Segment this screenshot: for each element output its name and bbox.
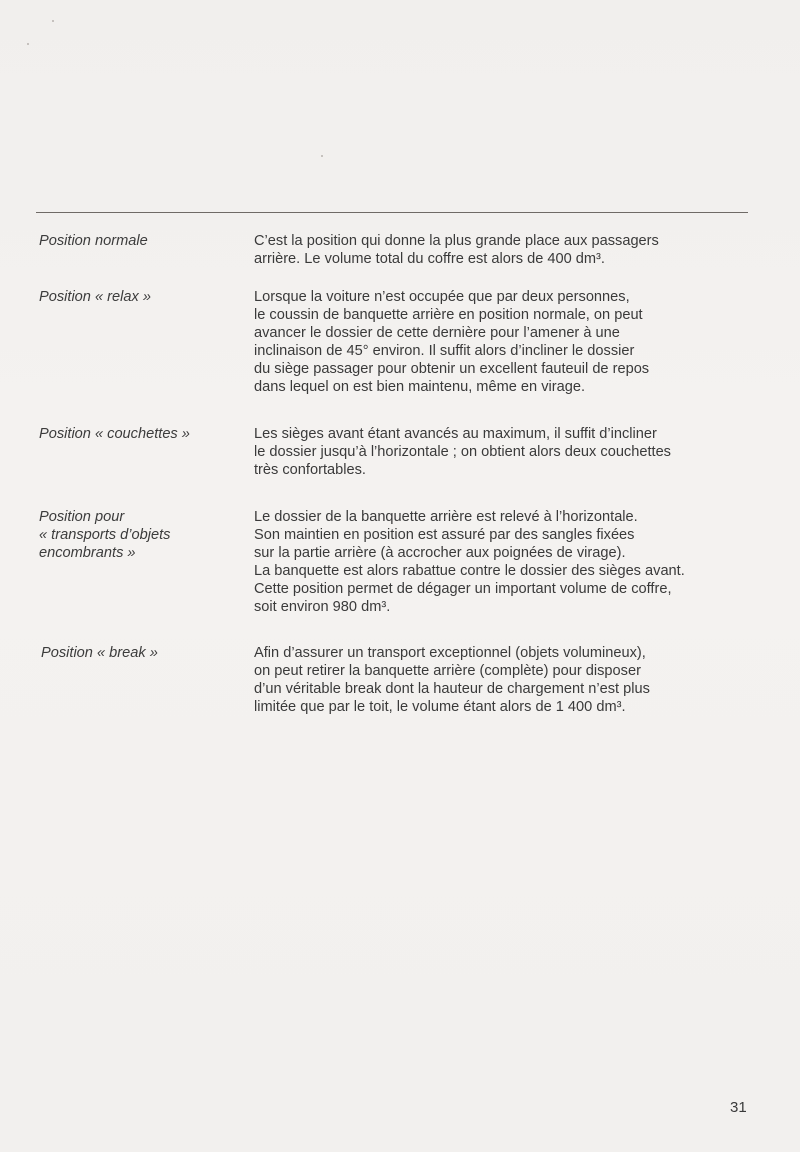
- label-line: « transports d’objets: [39, 527, 171, 543]
- label-line: Position « couchettes »: [39, 426, 190, 442]
- text-line: du siège passager pour obtenir un excellent fauteuil de repos: [254, 361, 650, 377]
- text-line: Son maintien en position est assuré par des sangles fixées: [254, 527, 635, 543]
- text-line: arrière. Le volume total du coffre est alors de 400 dm³.: [254, 251, 605, 267]
- text-line: limitée que par le toit, le volume étant alors de 1 400 dm³.: [254, 699, 626, 715]
- section-label: [39, 508, 239, 562]
- text-line: avancer le dossier de cette dernière pour l’amener à une: [254, 325, 620, 341]
- paper-speck: [27, 43, 29, 45]
- text-line: d’un véritable break dont la hauteur de chargement n’est plus: [254, 681, 650, 697]
- text-line: Afin d’assurer un transport exceptionnel (objets volumineux),: [254, 645, 646, 661]
- page-number: 31: [730, 1099, 747, 1116]
- text-line: C’est la position qui donne la plus grande place aux passagers: [254, 233, 659, 249]
- section-label: [39, 288, 239, 306]
- text-line: très confortables.: [254, 462, 366, 478]
- section-label: [39, 425, 239, 443]
- label-line: Position « relax »: [39, 289, 151, 305]
- section-text: [254, 425, 744, 479]
- section-text: [254, 232, 744, 268]
- text-line: Cette position permet de dégager un important volume de coffre,: [254, 581, 672, 597]
- label-line: encombrants »: [39, 545, 136, 561]
- text-line: soit environ 980 dm³.: [254, 599, 391, 615]
- section-label: [41, 644, 241, 662]
- section-text: [254, 644, 744, 716]
- text-line: dans lequel on est bien maintenu, même en virage.: [254, 379, 585, 395]
- section-label: [39, 232, 239, 250]
- text-line: Les sièges avant étant avancés au maximum, il suffit d’incliner: [254, 426, 657, 442]
- text-line: on peut retirer la banquette arrière (complète) pour disposer: [254, 663, 641, 679]
- text-line: inclinaison de 45° environ. Il suffit alors d’incliner le dossier: [254, 343, 635, 359]
- section-text: [254, 508, 744, 616]
- label-line: Position pour: [39, 509, 125, 525]
- text-line: sur la partie arrière (à accrocher aux poignées de virage).: [254, 545, 626, 561]
- text-line: La banquette est alors rabattue contre le dossier des sièges avant.: [254, 563, 685, 579]
- text-line: le coussin de banquette arrière en position normale, on peut: [254, 307, 643, 323]
- text-line: Lorsque la voiture n’est occupée que par deux personnes,: [254, 289, 630, 305]
- paper-speck: [321, 155, 323, 157]
- section-divider: [36, 212, 748, 213]
- label-line: Position normale: [39, 233, 148, 249]
- section-text: [254, 288, 744, 396]
- text-line: Le dossier de la banquette arrière est relevé à l’horizontale.: [254, 509, 638, 525]
- label-line: Position « break »: [41, 645, 158, 661]
- text-line: le dossier jusqu’à l’horizontale ; on obtient alors deux couchettes: [254, 444, 671, 460]
- paper-speck: [52, 20, 54, 22]
